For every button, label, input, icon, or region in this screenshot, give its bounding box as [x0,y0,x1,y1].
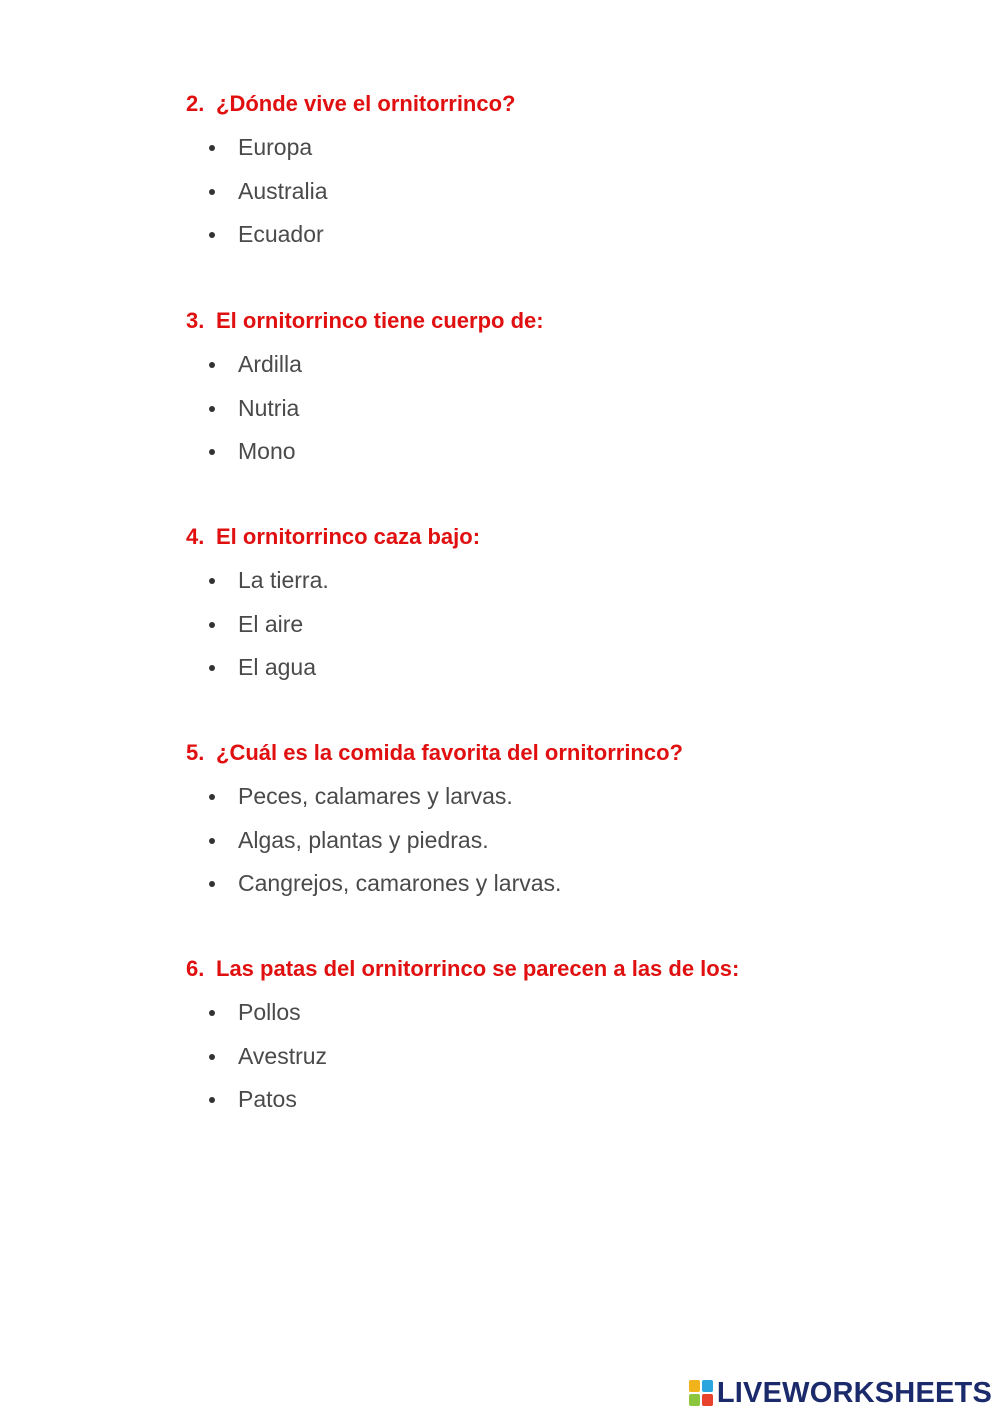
answer-options [186,132,946,263]
option-label: Cangrejos, camarones y larvas. [238,870,562,896]
question-text: ¿Cuál es la comida favorita del ornitorrinco? [216,740,683,765]
bullet-icon [209,189,215,195]
question-number: 5. [186,740,205,765]
bullet-icon [209,665,215,671]
option-label: Ardilla [238,351,302,377]
bullet-icon [209,1010,215,1016]
question-text: Las patas del ornitorrinco se parecen a las de los: [216,956,740,981]
answer-option[interactable] [186,997,946,1041]
question-title [186,954,946,984]
bullet-icon [209,449,215,455]
answer-options [186,349,946,480]
option-label: Avestruz [238,1042,328,1069]
option-label: Algas, plantas y piedras. [238,826,489,853]
bullet-icon [209,838,215,844]
question-text: ¿Dónde vive el ornitorrinco? [216,91,516,116]
option-label: Europa [238,134,313,160]
question-text: El ornitorrinco caza bajo: [216,524,481,549]
answer-option[interactable] [186,1041,946,1085]
option-label: La tierra. [238,567,329,593]
option-label: Peces, calamares y larvas. [238,783,513,809]
bullet-icon [209,578,215,584]
answer-option[interactable] [186,176,946,220]
answer-option[interactable] [186,436,946,480]
option-label: Australia [238,177,328,204]
answer-options [186,997,946,1128]
answer-option[interactable] [186,825,946,869]
answer-option[interactable] [186,349,946,393]
question-number: 4. [186,524,205,549]
question-number: 3. [186,308,205,333]
bullet-icon [209,1054,215,1060]
bullet-icon [209,145,215,151]
answer-option[interactable] [186,393,946,437]
option-label: Ecuador [238,221,324,247]
answer-option[interactable] [186,132,946,176]
answer-options [186,781,946,912]
option-label: El aire [238,610,304,637]
bullet-icon [209,232,215,238]
question-title [186,89,946,119]
answer-option[interactable] [186,1084,946,1128]
question-title [186,522,946,552]
question-text: El ornitorrinco tiene cuerpo de: [216,308,544,333]
answer-option[interactable] [186,609,946,653]
option-label: Nutria [238,394,300,421]
option-label: Patos [238,1086,297,1112]
answer-option[interactable] [186,652,946,696]
question-title [186,306,946,336]
answer-option[interactable] [186,781,946,825]
question-4 [186,522,946,696]
answer-option[interactable] [186,868,946,912]
option-label: Mono [238,438,296,464]
bullet-icon [209,406,215,412]
bullet-icon [209,794,215,800]
brand-name: LIVEWORKSHEETS [716,1376,992,1409]
question-3 [186,306,946,480]
bullet-icon [209,881,215,887]
liveworksheets-logo[interactable] [689,1376,992,1410]
question-6 [186,954,946,1128]
answer-options [186,565,946,696]
answer-option[interactable] [186,565,946,609]
option-label: Pollos [238,999,301,1025]
answer-option[interactable] [186,219,946,263]
question-5 [186,738,946,912]
bullet-icon [209,362,215,368]
question-title [186,738,946,768]
question-number: 2. [186,91,205,116]
bullet-icon [209,622,215,628]
question-number: 6. [186,956,205,981]
liveworksheets-logo-icon [689,1380,713,1406]
option-label: El agua [238,654,317,680]
question-2 [186,89,946,263]
bullet-icon [209,1097,215,1103]
